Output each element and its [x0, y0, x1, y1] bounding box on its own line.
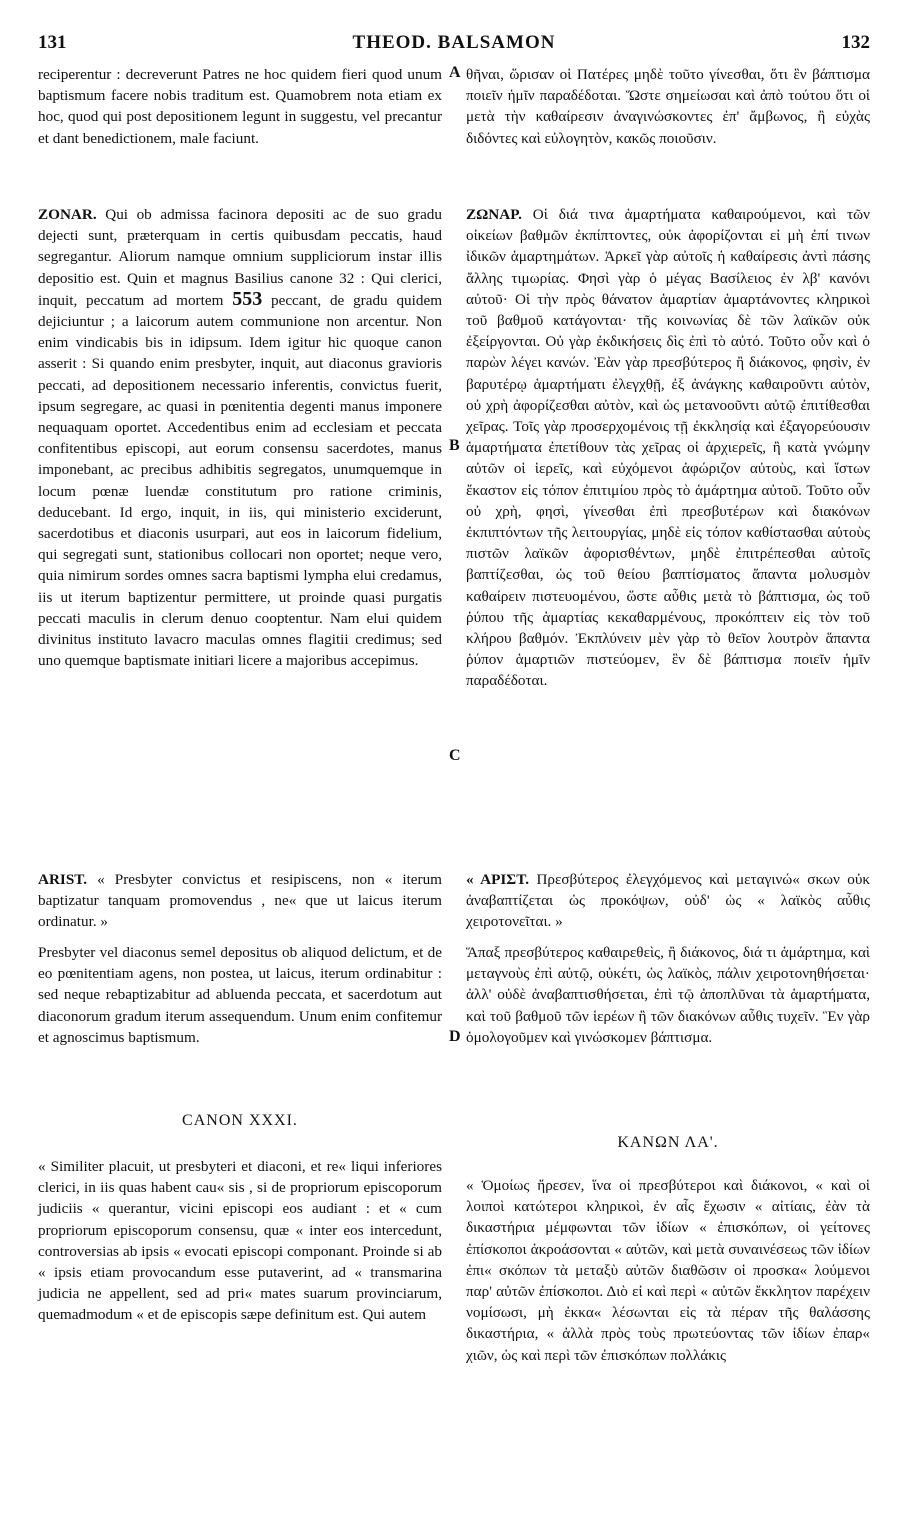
- latin-canon-text: « Similiter placuit, ut presbyteri et diaconi, et re« liqui inferiores clerici, in iis quas habent cau« sis , si de propriorum episcoporum judiciis « querantur, vicini episcopi eos audiant : et « cum propriorum episcoporum consensu, quæ « inter eos intercedunt, controversias ab ipsis « evocati episcopi componant. Proinde si ab « ipsis etiam provocandum esse putaverint, ad « transmarina judicia ne appellent, sed ad pri« mates suarum provinciarum, quemadmodum « et de episcopis sæpe definitum est. Qui autem: [38, 1158, 442, 1324]
- greek-canon-title: ΚΑΝΩΝ ΛΑ'.: [617, 1134, 719, 1151]
- latin-paragraph-commentary: Presbyter vel diaconus semel depositus ob aliquod delictum, et de eo pœnitentiam agens, non postea, ut laicus, iterum ordinabitur : sed neque rebaptizabitur ad abluenda peccata, et sacerdotum aut diaconorum gradum iterum assequendum. Unum enim confitemur et agnoscimus baptismum.: [38, 944, 442, 1046]
- margin-marker-b: B: [449, 437, 460, 454]
- greek-zonaras-commentary: ΖΩΝΑΡ. Οἱ διά τινα ἁμαρτήματα καθαιρούμενοι, καὶ τῶν οἰκείων βαθμῶν ἐκπίπτοντες, οὐκ ἀφορίζονται εἰ μὴ ἐπί τινων ἰδικῶν ἁμαρτημάτων. Ἀρκεῖ γὰρ αὐτοῖς ἡ καθαίρεσις ἀντὶ πάσης ἄλλης τιμωρίας. Φησὶ γὰρ ὁ μέγας Βασίλειος ἐν λβ' κανόνι αὐτοῦ· Οἱ τὴν πρὸς θάνατον ἁμαρτίαν ἁμαρτάνοντες κληρικοὶ τοῦ βαθμοῦ κατάγονται· τῆς κοινωνίας δὲ τῶν λαϊκῶν οὐκ ἐξείργονται. Οὐ γὰρ ἐκδικήσεις δὶς ἐπὶ τὸ αὐτό. Τοῦτο οὖν καὶ ὁ παρὼν λέγει κανών. Ἐὰν γὰρ πρεσβύτερος ἢ διάκονος, φησὶν, ἐν βαρυτέρῳ ἁμαρτήματι ἐλεγχθῇ, ἐξ ἀνάγκης καθαιροῦντι αὐτὸν, οὐ χρὴ ἀφορίζεσθαι αὐτὸν, καὶ ὡς μετανοοῦντι αὐτῷ ἐπιτίθεσθαι χεῖρας. Τοῖς γὰρ προσερχομένοις τῇ ἐκκλησίᾳ καὶ ἐξαγορεύουσιν ἁμαρτήματα ἐπετίθουν τὰς χεῖρας οἱ ἀρχιερεῖς, ἢ κατὰ γνώμην αὐτῶν οἱ ἱερεῖς, καὶ εὐχόμενοι ἀφώριζον αὐτοὺς, καὶ ἵστων ἕκαστον εἰς τόπον ἐπιτιμίου πρὸς τὸ ἁμάρτημα αὐτοῦ. Τοῦτο οὖν οὐ χρὴ, φησὶ, γίνεσθαι ἐπὶ πρεσβυτέρων καὶ διακόνων ἐκπιπτόντων τῆς λειτουργίας, μηδὲ εἰς τόπον καθίστασθαι αὐτοὺς πιστῶν λαϊκῶν ἀφορισθέντων, μηδὲ ἐπιτρέπεσθαι αὐτοῖς βαπτίζεσθαι, ὡς τοῦ θείου βαπτίσματος ἅπαντα μολυσμὸν καθαίρειν πιστευομένου, ὥστε αὖθις μετὰ τὸ βάπτισμα, ὡς τοῦ ῥύπου τῆς ἁμαρτίας κεκαθαρμένους, προκόπτειν εἰς τὸν τοῦ κλήρου βαθμόν. Ἐκπλύνειν μὲν γὰρ τὸ θεῖον λουτρὸν ἅπαντα ῥύπον ἁμαρτιῶν πιστεύομεν, ἓν δὲ βάπτισμα ποιεῖν ἡμῖν παραδέδοται.: [466, 206, 870, 690]
- margin-marker-d: D: [449, 1028, 461, 1045]
- greek-aristenus-summary: « ΑΡΙΣΤ. Πρεσβύτερος ἐλεγχόμενος καὶ μεταγινώ« σκων οὐκ ἀναβαπτίζεται ὡς προκόψων, οὐδ' ὡς « λαϊκὸς αὖθις χειροτονεῖται. »: [466, 871, 871, 931]
- aristenus-label-greek: « ΑΡΙΣΤ.: [466, 871, 530, 888]
- running-header: [38, 32, 870, 56]
- greek-canon-text: « Ὁμοίως ἤρεσεν, ἵνα οἱ πρεσβύτεροι καὶ διάκονοι, « καὶ οἱ λοιποὶ κατώτεροι κληρικοὶ, ἐν αἷς ἔχωσιν « αἰτίαις, ἐὰν τὰ δικαστήρια μέμφωνται τῶν ἰδίων « ἐπισκόπων, οἱ γείτονες ἐπίσκοποι ἀκροάσονται « αὐτῶν, καὶ μετὰ συναινέσεως τῶν ἰδίων ἐπι« σκόπων τὰ μεταξὺ αὐτῶν διαθῶσιν οἱ προσκα« λούμενοι παρ' αὐτῶν ἐπίσκοποι. Διὸ εἰ καὶ περὶ « αὐτῶν ἔκκλητον παρέχειν νομίσωσι, μὴ ἐκκα« λέσωνται εἰς τὰ πέραν τῆς θαλάσσης δικαστήρια, « ἀλλὰ πρὸς τοὺς πρωτεύοντας τῶν ἰδίων ἐπαρ« χιῶν, ὡς καὶ περὶ τῶν ἐπισκόπων πολλάκις: [466, 1177, 870, 1364]
- latin-canon-title: CANON XXXI.: [182, 1112, 298, 1129]
- zonaras-label-greek: ΖΩΝΑΡ.: [466, 206, 522, 223]
- margin-marker-c: C: [449, 747, 461, 764]
- column-number: 553: [232, 287, 263, 310]
- latin-zonaras-commentary: ZONAR. Qui ob admissa facinora depositi ac de suo gradu dejecti sunt, præterquam in certis quibusdam peccatis, haud segregantur. Aliorum namque omnium suppliciorum instar illis depositio est. Quin et magnus Basilius canone 32 : Qui clerici, inquit, peccatum ad mortem 553 peccant, de gradu quidem dejiciuntur ; a laicorum autem communione non arcentur. Non enim vindicabis bis in idipsum. Idem igitur hic quoque canon asserit : Si quando enim presbyter, inquit, aut diaconus gravioris peccati, ad depositionem necessario inferentis, convictus fuerit, ipsum segregare, ac quasi in pœnitentia degenti manus imponere nequaquam oportet. Accedentibus enim ad ecclesiam et peccata confitentibus episcopi, aut eorum consensu sacerdotes, manus imponebant, ac precibus adhibitis segregatos, unumquemque in locum pœnæ luendæ constitutum pro ratione criminis, deducebant. Id ergo, inquit, in iis, qui ministerio exciderunt, sacerdotibus et diaconis usurpari, aut eos in laicorum fidelium, qui segregati sunt, stationibus collocari non oportet; neque vero, quia nimirum sordes omnes sacra baptismi lympha elui credamus, iis ut iterum baptizentur permittere, ut proinde quasi purgatis peccati maculis in clerum denuo cooptentur. Nam elui quidem divinitus instituto lavacro maculas omnes flagitii credimus; sed uno quemque baptismate initiari licere a majoribus accepimus.: [38, 206, 443, 670]
- page-number-right: 132: [841, 32, 870, 53]
- aristenus-label: ARIST.: [38, 871, 88, 888]
- latin-aristenus-summary: ARIST. « Presbyter convictus et resipiscens, non « iterum baptizatur tanquam promovendus , ne« que ut laicus iterum ordinatur. »: [38, 871, 442, 931]
- latin-paragraph-intro: reciperentur : decreverunt Patres ne hoc quidem fieri quod unum baptismum facere nobis traditum est. Quamobrem nota etiam ex hoc, quod qui post depositionem legunt in suggestu, vel precantur et dant benedictionem, male faciunt.: [38, 66, 442, 147]
- page-number-left: 131: [38, 32, 67, 53]
- greek-paragraph-intro: θῆναι, ὥρισαν οἱ Πατέρες μηδὲ τοῦτο γίνεσθαι, ὅτι ἓν βάπτισμα ποιεῖν ἡμῖν παραδέδοται. Ὥστε σημείωσαι καὶ ἀπὸ τούτου ὅτι οἱ μετὰ τὴν καθαίρεσιν ἀναγινώσκοντες ἐπ' ἄμβωνος, ἢ εὐχὰς διδόντες καὶ εὐλογητὸν, κακῶς ποιοῦσιν.: [466, 66, 870, 147]
- zonaras-label: ZONAR.: [38, 206, 97, 223]
- margin-marker-a: A: [449, 64, 461, 81]
- greek-paragraph-commentary: Ἅπαξ πρεσβύτερος καθαιρεθεὶς, ἢ διάκονος, διά τι ἁμάρτημα, καὶ μεταγνοὺς ἐπὶ αὐτῷ, οὐκέτι, ὡς λαϊκὸς, πάλιν χειροτονηθήσεται· ἀλλ' οὐδὲ ἀναβαπτισθήσεται, ἐπὶ τῷ ἀποπλῦναι τὰ ἁμαρτήματα, καὶ τοῦ βαθμοῦ τῶν ἱερέων ἢ τῶν διακόνων αὖθις τυχεῖν. Ἓν γὰρ ὁμολογοῦμεν καὶ γινώσκομεν βάπτισμα.: [466, 944, 870, 1046]
- running-title: THEOD. BALSAMON: [352, 32, 556, 53]
